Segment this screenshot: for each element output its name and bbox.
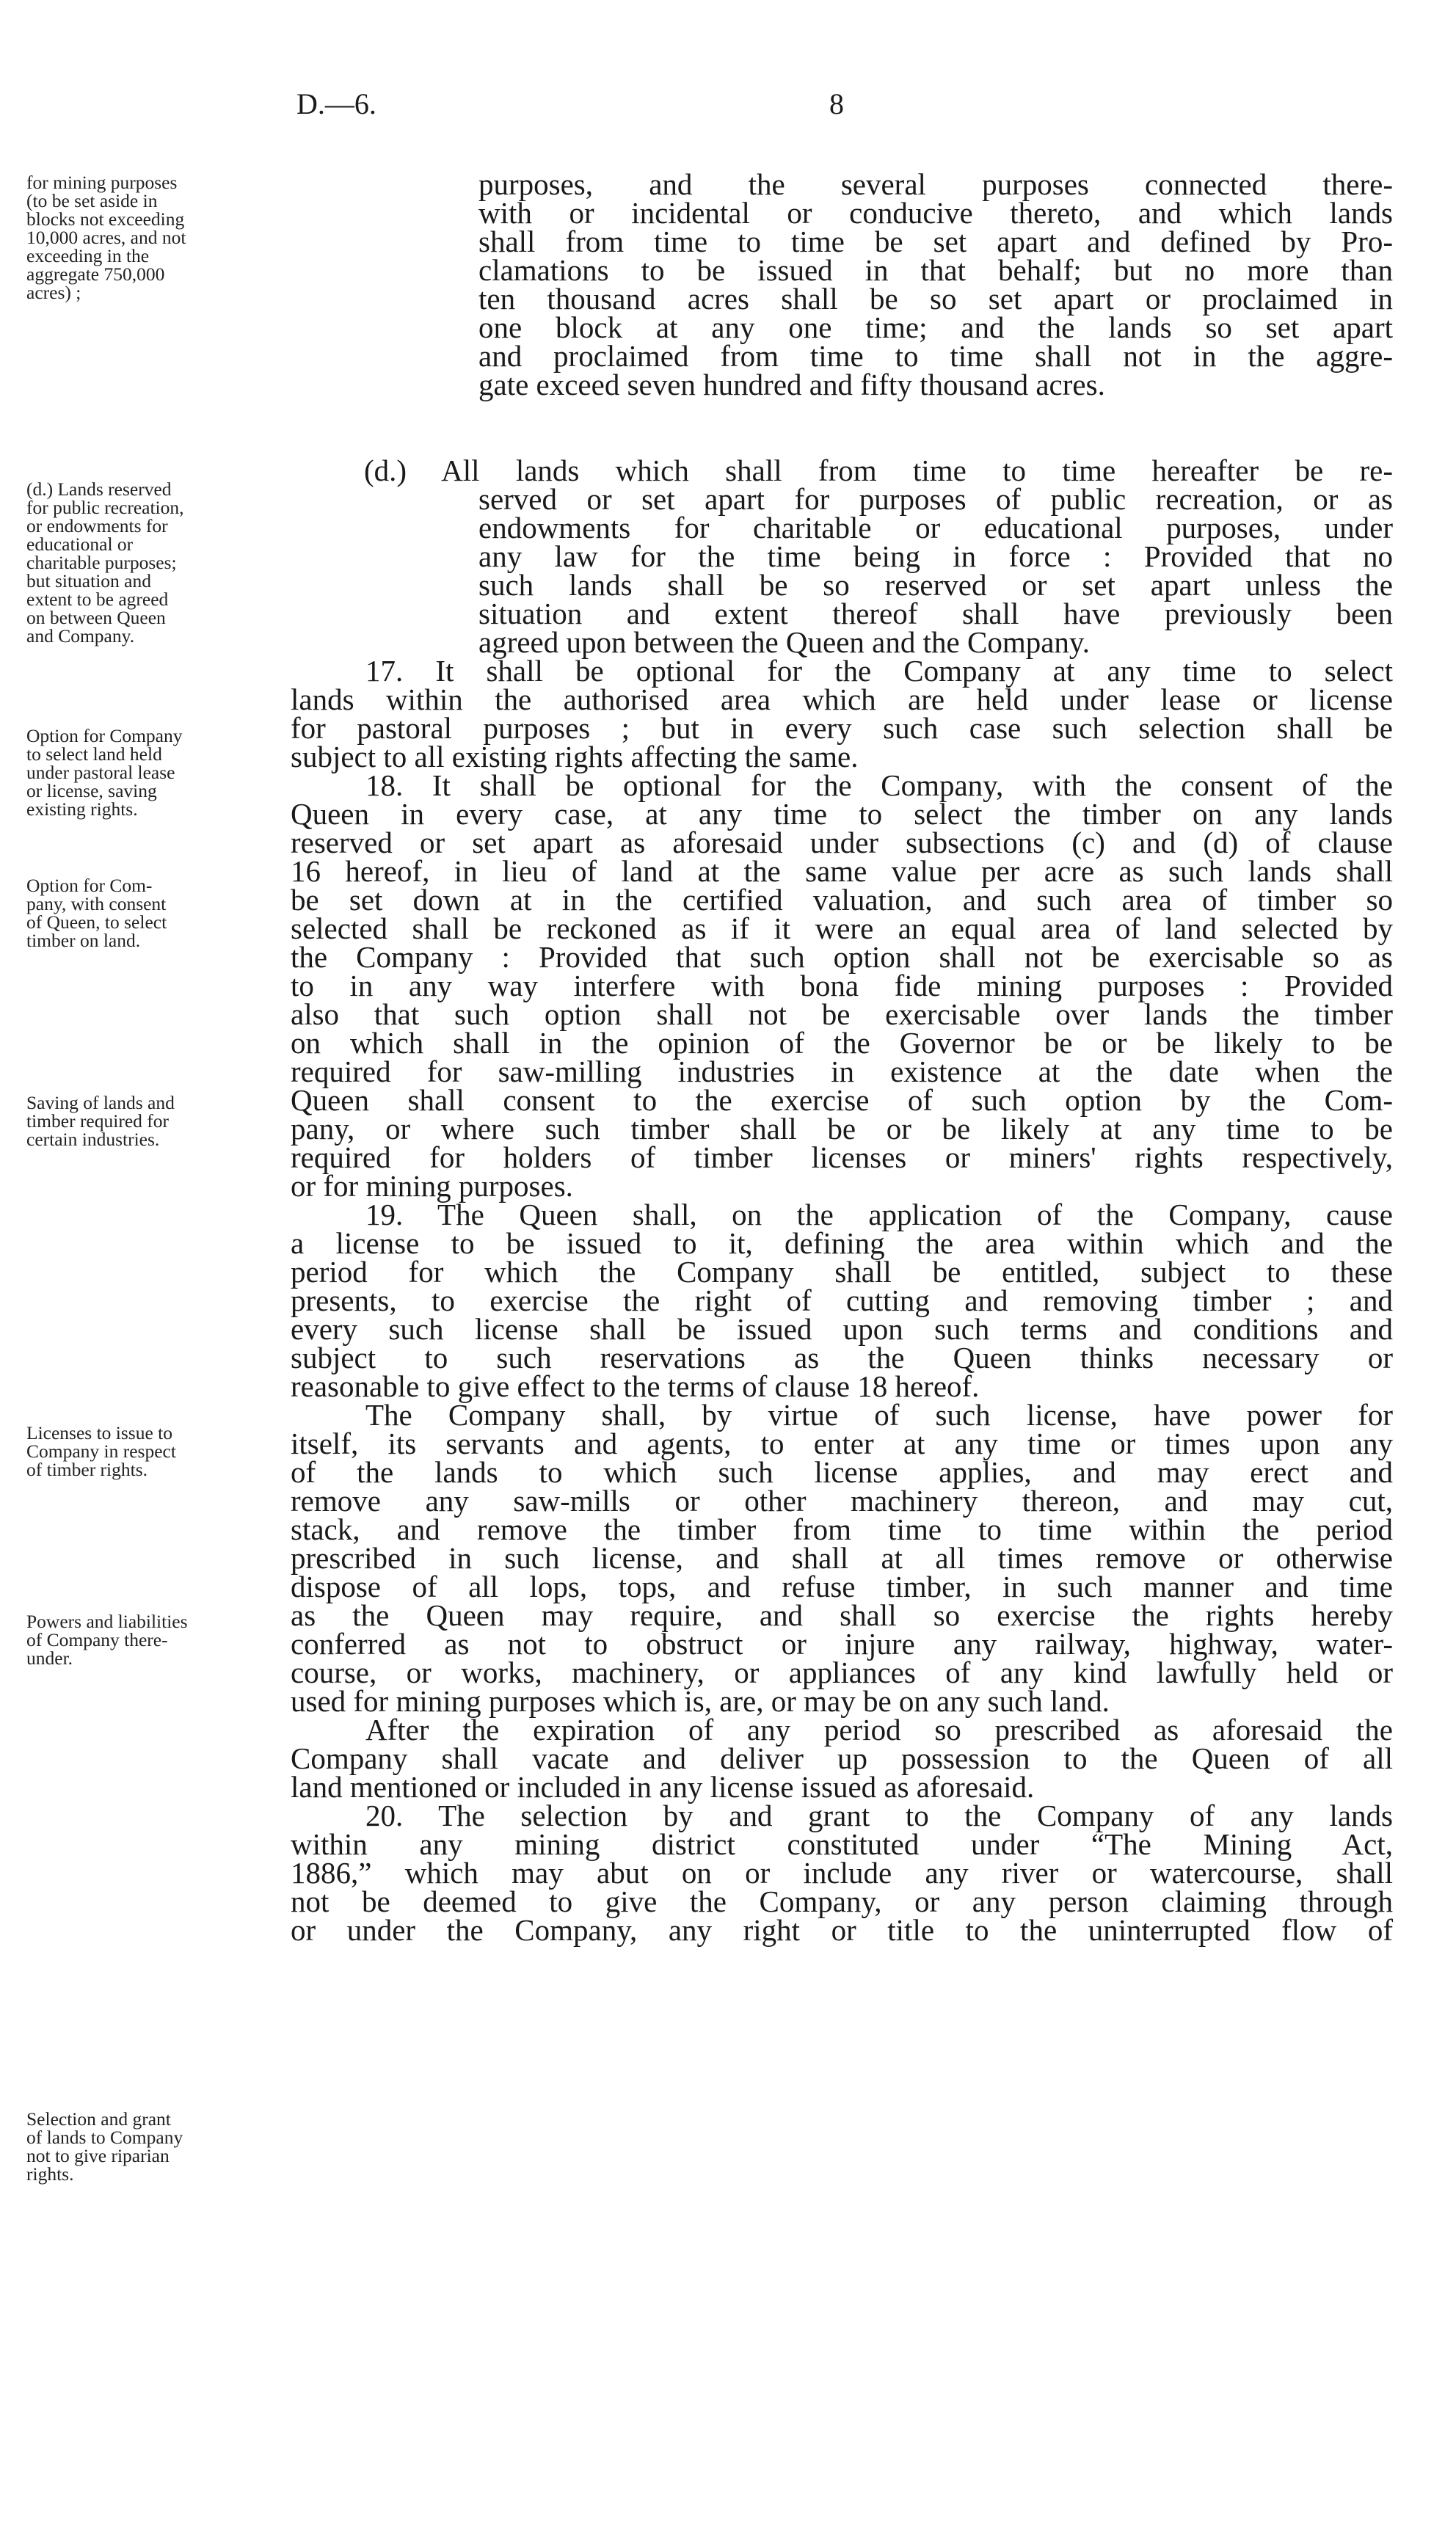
text-line: with or incidental or conducive thereto, and which lands bbox=[478, 196, 1393, 230]
text-line: stack, and remove the timber from time to time within the period bbox=[291, 1512, 1393, 1546]
marginal-note-line: (to be set aside in bbox=[26, 190, 158, 211]
marginal-note bbox=[26, 1424, 280, 1479]
marginal-note-line: Licenses to issue to bbox=[26, 1422, 173, 1443]
text-line: every such license shall be issued upon such terms and conditions and bbox=[291, 1312, 1393, 1346]
marginal-note-line: to select land held bbox=[26, 743, 162, 765]
text-line: required for saw-milling industries in existence at the date when the bbox=[291, 1055, 1393, 1088]
marginal-note-line: pany, with consent bbox=[26, 893, 167, 914]
marginal-note-line: 10,000 acres, and not bbox=[26, 227, 186, 248]
text-line: also that such option shall not be exercisable over lands the timber bbox=[291, 997, 1393, 1031]
marginal-note-line: (d.) Lands reserved bbox=[26, 478, 172, 500]
marginal-note-line: exceeding in the bbox=[26, 245, 150, 266]
text-line: purposes, and the several purposes connected there- bbox=[478, 167, 1393, 201]
marginal-note-line: of timber rights. bbox=[26, 1459, 148, 1480]
text-line: as the Queen may require, and shall so exercise the rights hereby bbox=[291, 1598, 1393, 1632]
marginal-note-line: Option for Company bbox=[26, 725, 183, 746]
text-line: situation and extent thereof shall have previously been bbox=[478, 597, 1393, 630]
marginal-note bbox=[26, 876, 280, 950]
text-line: Queen shall consent to the exercise of such option by the Com- bbox=[291, 1083, 1393, 1117]
text-line: period for which the Company shall be entitled, subject to these bbox=[291, 1255, 1393, 1289]
page-header bbox=[0, 87, 1456, 131]
text-line: on which shall in the opinion of the Governor be or be likely to be bbox=[291, 1026, 1393, 1060]
text-line: land mentioned or included in any license issued as aforesaid. bbox=[291, 1770, 1035, 1804]
marginal-note-line: existing rights. bbox=[26, 798, 138, 820]
text-line: 1886,” which may abut on or include any river or watercourse, shall bbox=[291, 1856, 1393, 1890]
text-line: or under the Company, any right or title to the uninterrupted flow of bbox=[291, 1913, 1393, 1947]
text-line: lands within the authorised area which are held under lease or license bbox=[291, 682, 1393, 716]
marginal-note-line: blocks not exceeding bbox=[26, 208, 185, 230]
text-line: reserved or set apart as aforesaid under subsections (c) and (d) of clause bbox=[291, 826, 1393, 859]
paragraph-block bbox=[478, 482, 1393, 659]
marginal-note-line: aggregate 750,000 bbox=[26, 263, 165, 285]
text-line: The Company shall, by virtue of such license, have power for bbox=[365, 1398, 1393, 1432]
text-line: to in any way interfere with bona fide mining purposes : Provided bbox=[291, 969, 1393, 1002]
text-line: endowments for charitable or educational purposes, under bbox=[478, 511, 1393, 545]
text-line: prescribed in such license, and shall at all times remove or otherwise bbox=[291, 1541, 1393, 1575]
text-line: served or set apart for purposes of public recreation, or as bbox=[478, 482, 1393, 516]
marginal-note-line: of Queen, to select bbox=[26, 911, 167, 933]
marginal-note-line: or endowments for bbox=[26, 515, 168, 536]
text-line: agreed upon between the Queen and the Company. bbox=[478, 625, 1090, 659]
marginal-note-line: educational or bbox=[26, 533, 134, 555]
text-line: 17. It shall be optional for the Company at any time to select bbox=[365, 654, 1393, 688]
marginal-note-line: charitable purposes; bbox=[26, 552, 177, 573]
marginal-note-line: Option for Com- bbox=[26, 875, 153, 896]
text-line: shall from time to time be set apart and defined by Pro- bbox=[478, 225, 1393, 258]
marginal-note-line: rights. bbox=[26, 2163, 74, 2185]
text-line: ten thousand acres shall be so set apart or proclaimed in bbox=[478, 282, 1393, 316]
text-line: not be deemed to give the Company, or any person claiming through bbox=[291, 1884, 1393, 1918]
marginal-note-line: but situation and bbox=[26, 570, 151, 591]
marginal-note bbox=[26, 1093, 280, 1148]
text-line: conferred as not to obstruct or injure any railway, highway, water- bbox=[291, 1627, 1393, 1661]
text-line: such lands shall be so reserved or set apart unless the bbox=[478, 568, 1393, 602]
text-line: itself, its servants and agents, to enter at any time or times upon any bbox=[291, 1427, 1393, 1460]
text-line: selected shall be reckoned as if it were an equal area of land selected by bbox=[291, 911, 1393, 945]
marginal-note-line: under pastoral lease bbox=[26, 762, 175, 783]
text-line: 16 hereof, in lieu of land at the same value per acre as such lands shall bbox=[291, 854, 1393, 888]
paragraph-block bbox=[291, 654, 1393, 1947]
text-line: (d.) All lands which shall from time to time hereafter be re- bbox=[364, 454, 1393, 487]
marginal-note-line: of lands to Company bbox=[26, 2127, 183, 2148]
paragraph-block bbox=[478, 167, 1393, 401]
marginal-note-line: acres) ; bbox=[26, 282, 81, 303]
marginal-note-line: under. bbox=[26, 1647, 73, 1669]
marginal-note-line: extent to be agreed bbox=[26, 589, 169, 610]
text-line: for pastoral purposes ; but in every such case such selection shall be bbox=[291, 711, 1393, 745]
marginal-note-line: Selection and grant bbox=[26, 2108, 171, 2130]
marginal-note-line: for public recreation, bbox=[26, 497, 184, 518]
marginal-note-line: not to give riparian bbox=[26, 2145, 170, 2166]
text-line: used for mining purposes which is, are, or may be on any such land. bbox=[291, 1684, 1110, 1718]
text-line: or for mining purposes. bbox=[291, 1169, 573, 1203]
marginal-note-line: Powers and liabilities bbox=[26, 1611, 188, 1632]
text-line: subject to such reservations as the Queen thinks necessary or bbox=[291, 1341, 1393, 1374]
text-line: within any mining district constituted under “The Mining Act, bbox=[291, 1827, 1393, 1861]
text-line: After the expiration of any period so prescribed as aforesaid the bbox=[365, 1713, 1393, 1747]
marginal-note bbox=[26, 2110, 280, 2183]
text-line: Queen in every case, at any time to select the timber on any lands bbox=[291, 797, 1393, 831]
marginal-note-line: certain industries. bbox=[26, 1129, 160, 1150]
marginal-note-line: and Company. bbox=[26, 625, 135, 647]
marginal-note-line: Saving of lands and bbox=[26, 1092, 175, 1113]
text-line: of the lands to which such license applies, and may erect and bbox=[291, 1455, 1393, 1489]
text-line: 18. It shall be optional for the Company, with the consent of the bbox=[365, 768, 1393, 802]
text-line: clamations to be issued in that behalf; but no more than bbox=[478, 253, 1393, 287]
text-line: and proclaimed from time to time shall not in the aggre- bbox=[478, 339, 1393, 373]
document-reference: D.—6. bbox=[296, 87, 376, 120]
marginal-note-line: timber on land. bbox=[26, 930, 141, 951]
text-line: gate exceed seven hundred and fifty thousand acres. bbox=[478, 368, 1105, 401]
text-line: Company shall vacate and deliver up possession to the Queen of all bbox=[291, 1741, 1393, 1775]
marginal-note bbox=[26, 480, 280, 645]
marginal-note-line: or license, saving bbox=[26, 780, 157, 801]
marginal-note-line: for mining purposes bbox=[26, 172, 178, 193]
text-line: remove any saw-mills or other machinery thereon, and may cut, bbox=[291, 1484, 1393, 1518]
text-line: 19. The Queen shall, on the application of the Company, cause bbox=[365, 1198, 1393, 1231]
text-line: subject to all existing rights affecting the same. bbox=[291, 740, 859, 773]
text-line: one block at any one time; and the lands so set apart bbox=[478, 310, 1393, 344]
text-line: reasonable to give effect to the terms of clause 18 hereof. bbox=[291, 1369, 980, 1403]
marginal-note bbox=[26, 726, 280, 818]
paragraph-block bbox=[364, 456, 1393, 485]
marginal-note-line: of Company there- bbox=[26, 1629, 168, 1650]
marginal-note-line: Company in respect bbox=[26, 1441, 176, 1462]
text-line: required for holders of timber licenses or miners' rights respectively, bbox=[291, 1140, 1393, 1174]
text-line: course, or works, machinery, or appliances of any kind lawfully held or bbox=[291, 1656, 1393, 1689]
marginal-note bbox=[26, 1612, 280, 1667]
text-line: be set down at in the certified valuation, and such area of timber so bbox=[291, 883, 1393, 917]
text-line: any law for the time being in force : Provided that no bbox=[478, 539, 1393, 573]
marginal-note bbox=[26, 173, 280, 302]
text-line: presents, to exercise the right of cutting and removing timber ; and bbox=[291, 1283, 1393, 1317]
marginal-note-line: timber required for bbox=[26, 1110, 170, 1132]
text-line: a license to be issued to it, defining the area within which and the bbox=[291, 1226, 1393, 1260]
text-line: the Company : Provided that such option shall not be exercisable so as bbox=[291, 940, 1393, 974]
marginal-note-line: on between Queen bbox=[26, 607, 166, 628]
text-line: pany, or where such timber shall be or be likely at any time to be bbox=[291, 1112, 1393, 1146]
page-number: 8 bbox=[829, 87, 844, 120]
text-line: dispose of all lops, tops, and refuse timber, in such manner and time bbox=[291, 1570, 1393, 1603]
text-line: 20. The selection by and grant to the Company of any lands bbox=[365, 1799, 1393, 1832]
